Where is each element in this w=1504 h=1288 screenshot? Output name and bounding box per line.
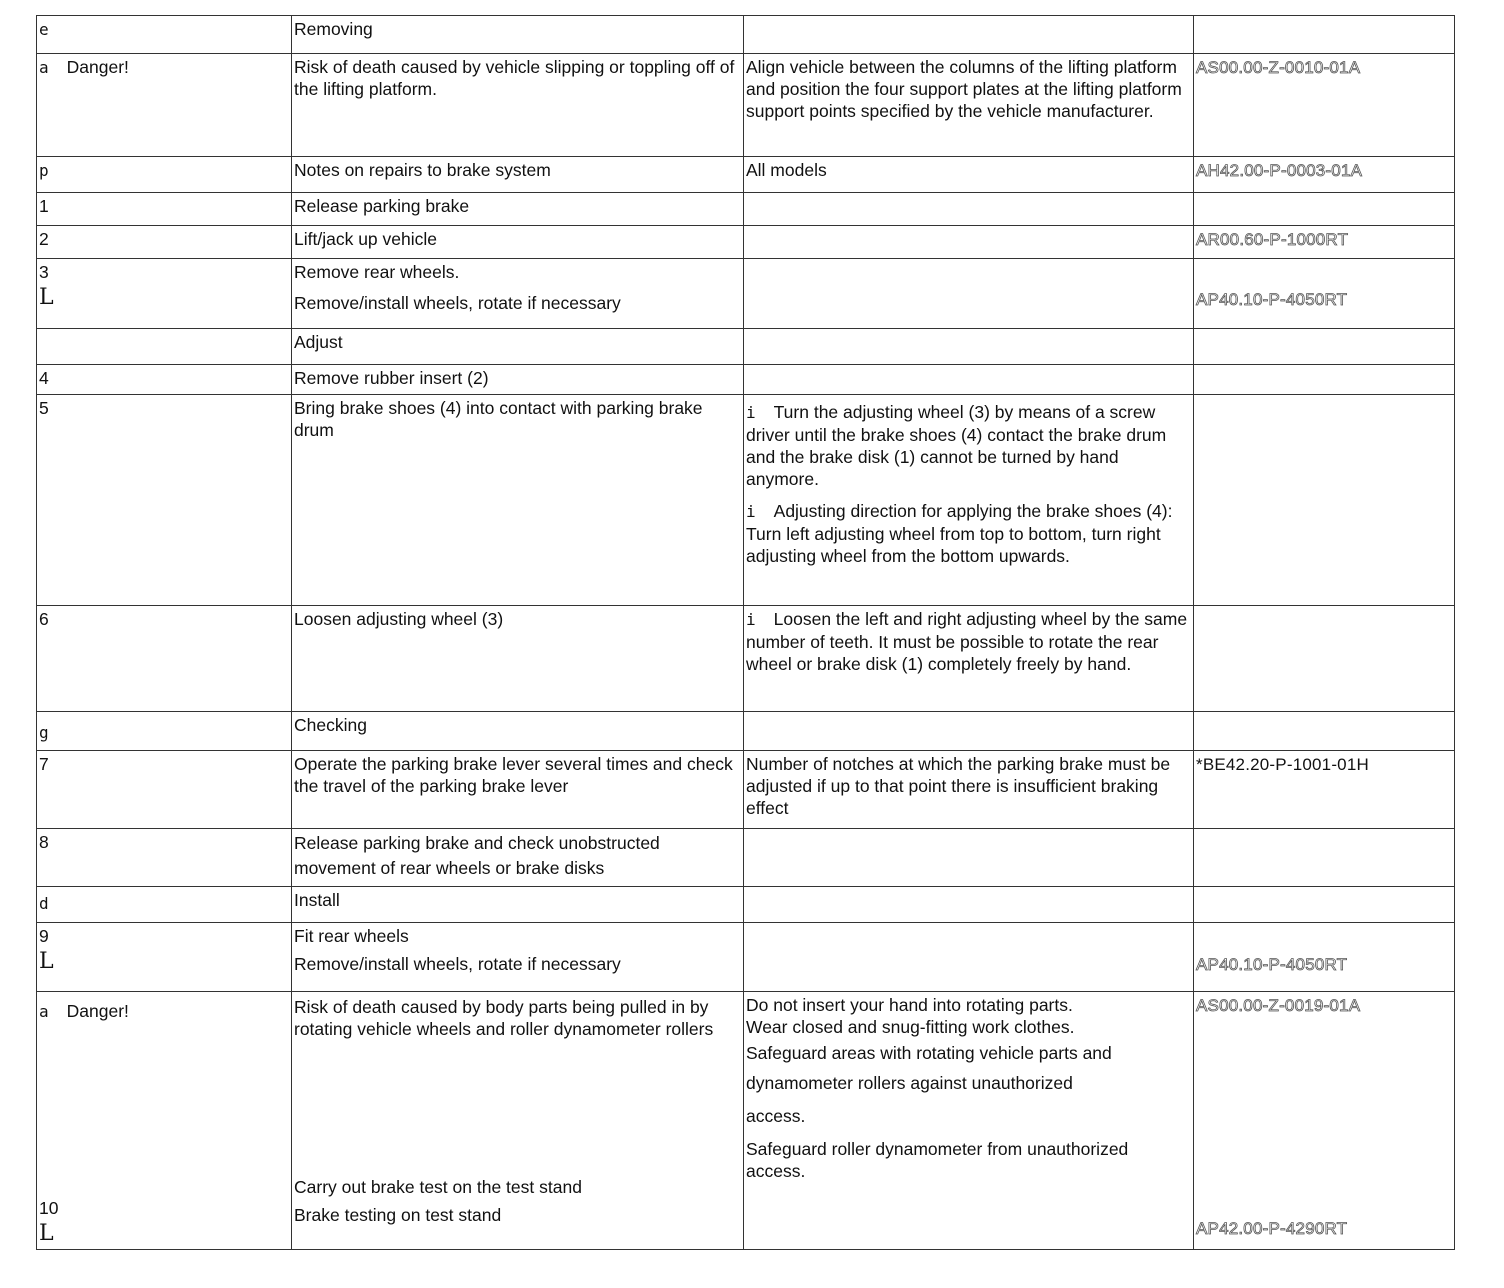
document-reference-link[interactable]: AP42.00-P-4290RT: [1196, 1219, 1348, 1238]
info-icon: i: [746, 403, 756, 422]
danger-instruction: Do not insert your hand into rotating parts.: [746, 995, 1073, 1015]
table-row: [37, 259, 1455, 329]
table-row: [37, 887, 1455, 923]
link-text: Remove/install wheels, rotate if necessary: [294, 954, 621, 974]
step-number: 5: [37, 395, 292, 606]
step-number: 8: [37, 829, 292, 887]
step-text: Lift/jack up vehicle: [292, 226, 744, 259]
step-text: Remove rear wheels.: [294, 262, 460, 282]
table-row: [37, 395, 1455, 606]
danger-symbol-icon: a: [39, 1002, 49, 1021]
table-row: [37, 193, 1455, 226]
link-text: Remove/install wheels, rotate if necessary: [294, 293, 621, 313]
danger-symbol-icon: a: [39, 58, 49, 77]
step-text: Remove rubber insert (2): [292, 365, 744, 395]
danger-instruction: Safeguard roller dynamometer from unauthorized access.: [746, 1139, 1129, 1181]
info-note: Adjusting direction for applying the brake shoes (4): Turn left adjusting wheel from top to bottom, turn right adjusting wheel from the bottom upwards.: [746, 501, 1173, 566]
table-row: [37, 606, 1455, 712]
document-reference-link[interactable]: AS00.00-Z-0010-01A: [1196, 58, 1361, 77]
checking-symbol-icon: g: [39, 723, 49, 742]
table-row: [37, 329, 1455, 365]
work-instruction-table: [36, 15, 1454, 1250]
table-row: [37, 226, 1455, 259]
table-row: [37, 992, 1455, 1250]
danger-label: Danger!: [66, 1001, 129, 1021]
step-number: 6: [37, 606, 292, 712]
table-row: [37, 365, 1455, 395]
link-symbol-icon: L: [39, 285, 54, 310]
step-number: 10: [39, 1198, 59, 1218]
link-text: Brake testing on test stand: [294, 1205, 502, 1225]
note-symbol-icon: p: [39, 161, 49, 180]
step-text: Fit rear wheels: [294, 926, 409, 946]
step-info: All models: [744, 157, 1194, 193]
danger-description: Risk of death caused by body parts being pulled in by rotating vehicle wheels and roller dynamometer rollers: [294, 997, 714, 1039]
step-number: 4: [37, 365, 292, 395]
danger-label: Danger!: [66, 57, 129, 77]
step-number: 7: [37, 751, 292, 829]
step-text: Release parking brake: [292, 193, 744, 226]
section-heading-checking: Checking: [292, 712, 744, 751]
removing-symbol-icon: e: [39, 20, 49, 39]
step-text: Carry out brake test on the test stand: [294, 1177, 582, 1197]
section-heading-adjust: Adjust: [292, 329, 744, 365]
section-heading-install: Install: [292, 887, 744, 923]
document-reference-link[interactable]: AP40.10-P-4050RT: [1196, 955, 1348, 974]
step-text: Bring brake shoes (4) into contact with parking brake drum: [292, 395, 744, 606]
danger-instruction: Wear closed and snug-fitting work clothes.: [746, 1017, 1075, 1037]
danger-instruction: dynamometer rollers against unauthorized: [746, 1073, 1073, 1093]
document-reference-link[interactable]: AS00.00-Z-0019-01A: [1196, 996, 1361, 1015]
step-number: 2: [37, 226, 292, 259]
info-note: Loosen the left and right adjusting wheel by the same number of teeth. It must be possible to rotate the rear wheel or brake disk (1) completely freely by hand.: [746, 609, 1188, 674]
table-row: [37, 923, 1455, 992]
document-reference-link[interactable]: *BE42.20-P-1001-01H: [1196, 755, 1369, 774]
info-note: Turn the adjusting wheel (3) by means of a screw driver until the brake shoes (4) contact the brake drum and the brake disk (1) cannot be turned by hand anymore.: [746, 402, 1167, 489]
danger-instruction: access.: [746, 1106, 806, 1126]
section-heading-removing: Removing: [292, 16, 744, 54]
step-text: Notes on repairs to brake system: [292, 157, 744, 193]
step-number: 1: [37, 193, 292, 226]
table-row: [37, 712, 1455, 751]
step-text: Operate the parking brake lever several times and check the travel of the parking brake lever: [292, 751, 744, 829]
info-icon: i: [746, 502, 756, 521]
link-symbol-icon: L: [39, 1221, 54, 1246]
link-symbol-icon: L: [39, 949, 54, 974]
table-row: [37, 751, 1455, 829]
document-reference-link[interactable]: AR00.60-P-1000RT: [1196, 230, 1349, 249]
table-row: [37, 54, 1455, 157]
table-row: [37, 16, 1455, 54]
step-text: Release parking brake and check unobstructed movement of rear wheels or brake disks: [292, 829, 744, 887]
table-row: [37, 157, 1455, 193]
step-text: Loosen adjusting wheel (3): [292, 606, 744, 712]
document-reference-link[interactable]: AH42.00-P-0003-01A: [1196, 161, 1363, 180]
danger-description: Risk of death caused by vehicle slipping or toppling off of the lifting platform.: [292, 54, 744, 157]
install-symbol-icon: d: [39, 894, 49, 913]
step-number: 3: [39, 262, 49, 282]
step-number: 9: [39, 926, 49, 946]
danger-instruction: Align vehicle between the columns of the lifting platform and position the four support plates at the lifting platform support points specified by the vehicle manufacturer.: [744, 54, 1194, 157]
document-reference-link[interactable]: AP40.10-P-4050RT: [1196, 290, 1348, 309]
info-icon: i: [746, 610, 756, 629]
step-info: Number of notches at which the parking brake must be adjusted if up to that point there is insufficient braking effect: [744, 751, 1194, 829]
danger-instruction: Safeguard areas with rotating vehicle parts and: [746, 1043, 1112, 1063]
table-row: [37, 829, 1455, 887]
